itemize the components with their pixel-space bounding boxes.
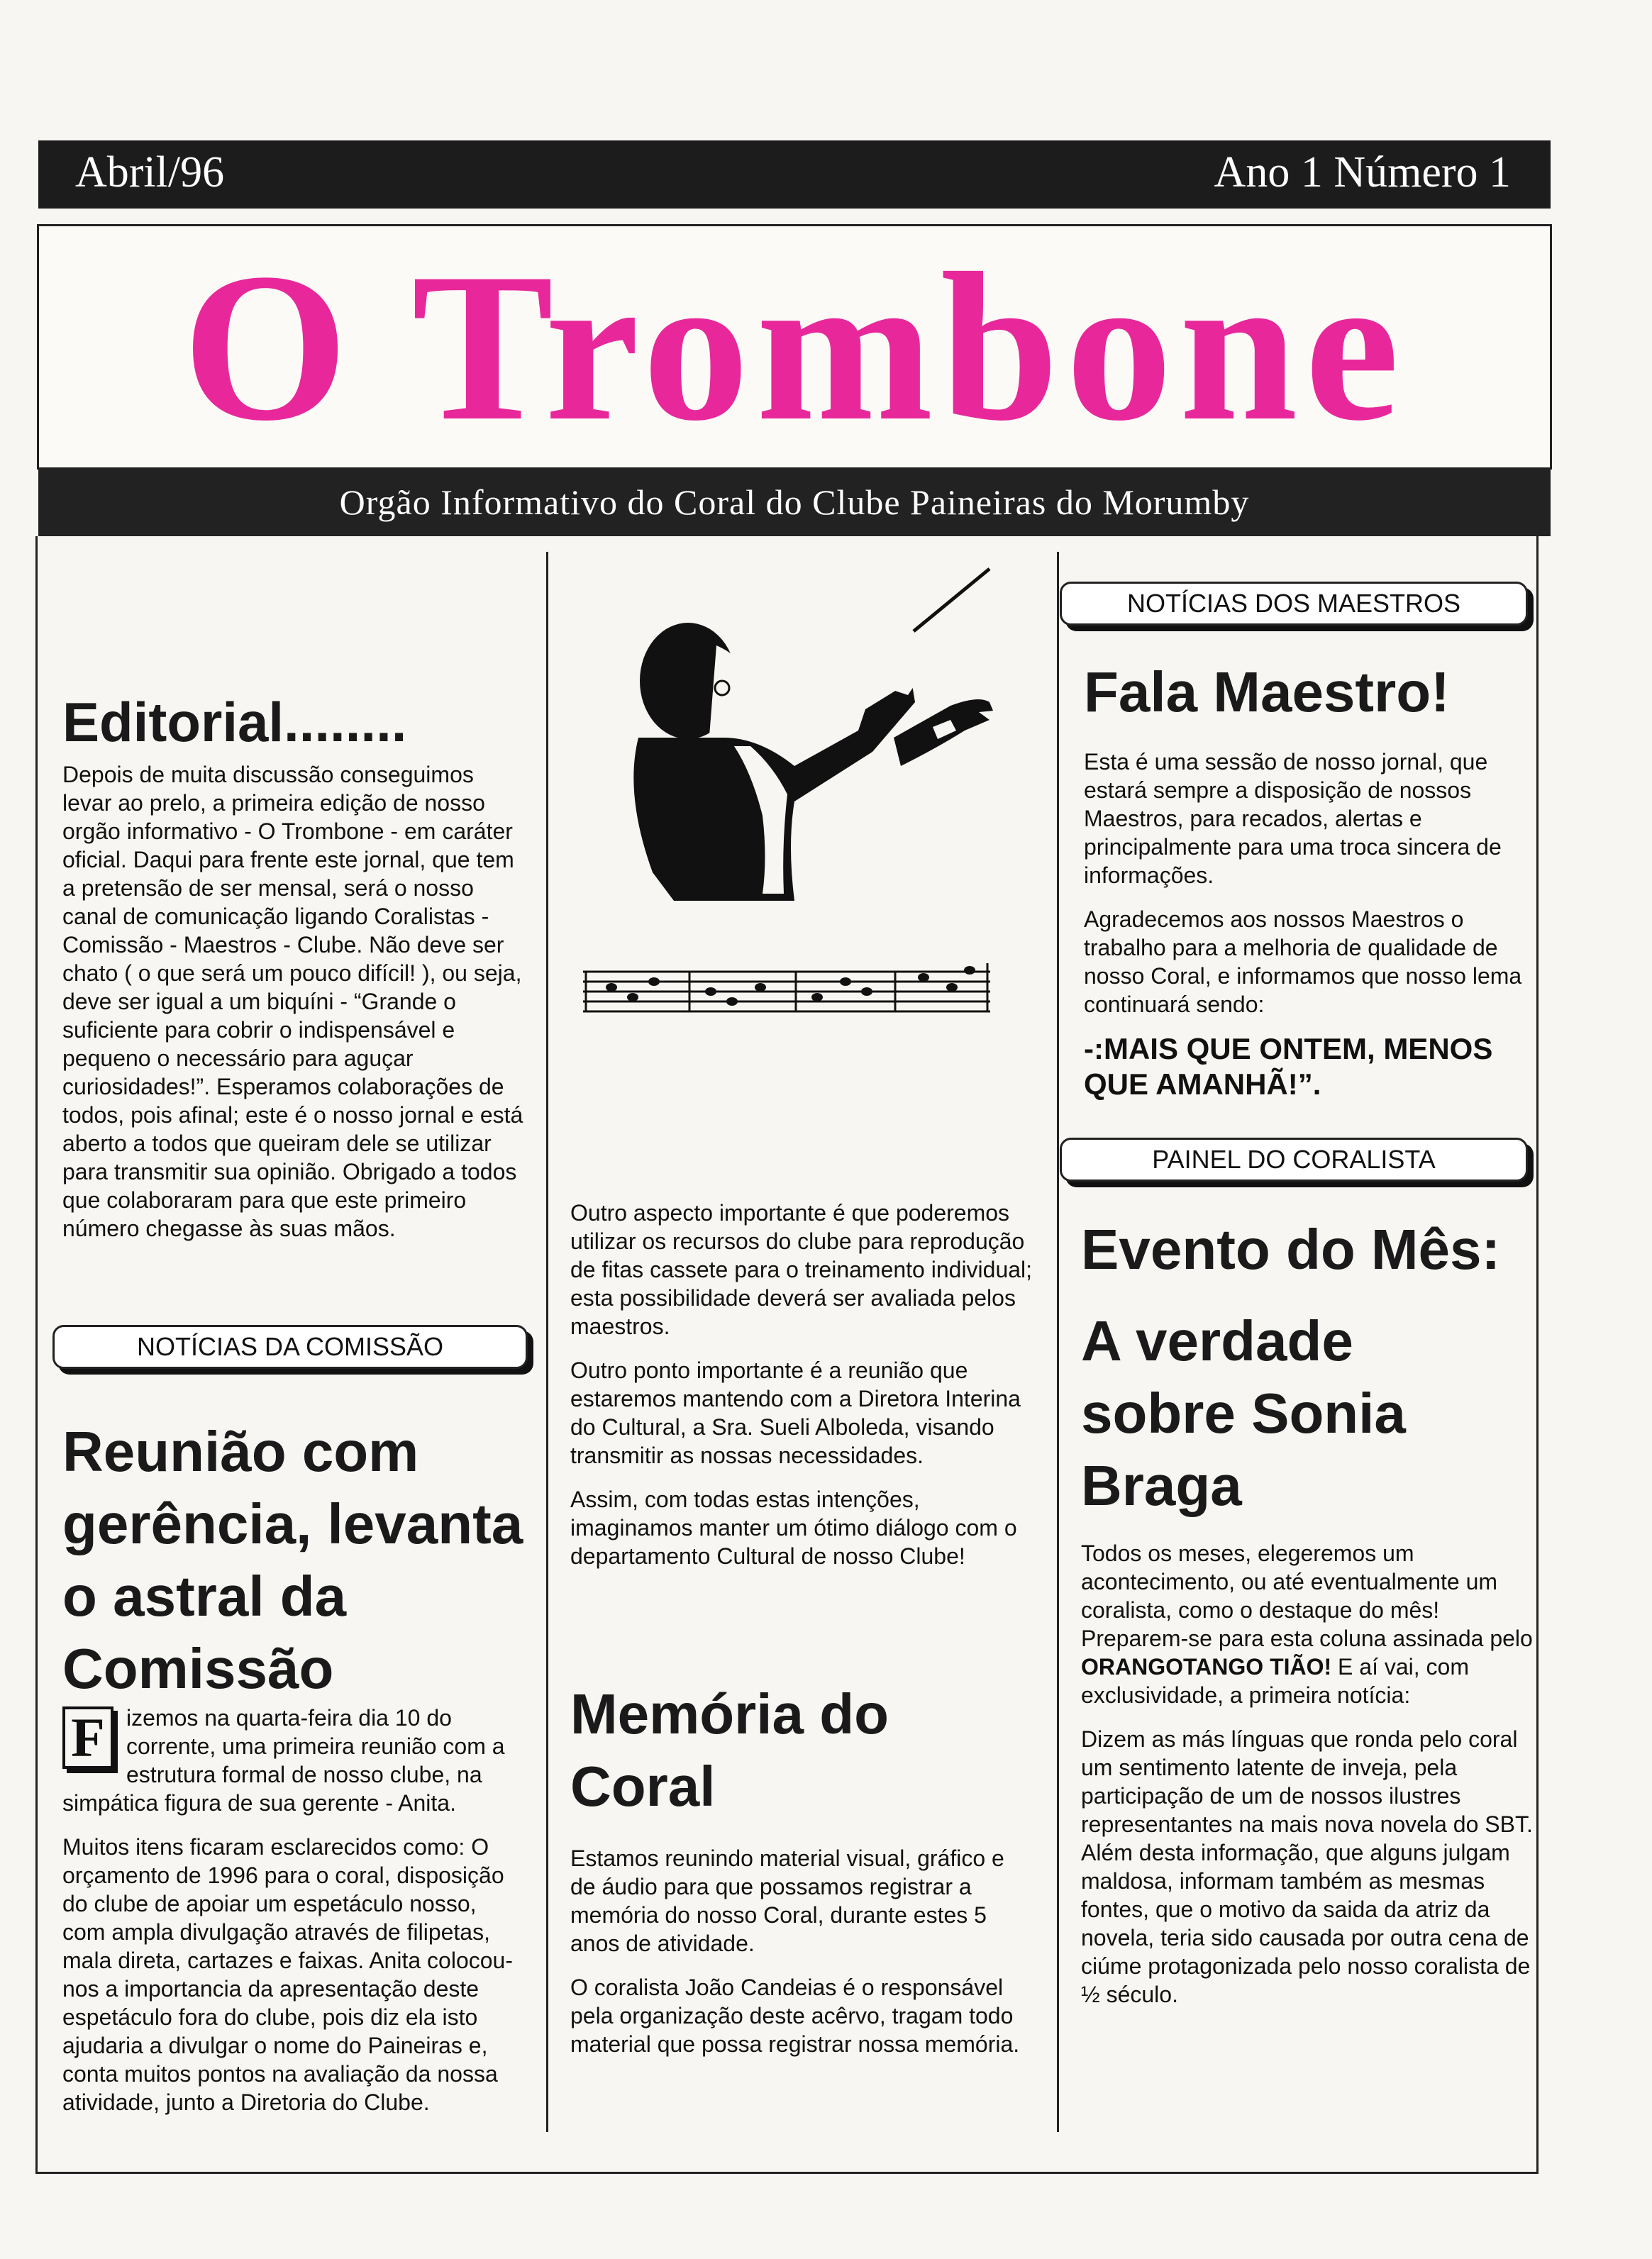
memoria-paragraph-1: Estamos reunindo material visual, gráfico e de áudio para que possamos registrar a memória do nosso Coral, durante estes 5 anos de atividade. (570, 1846, 1004, 1956)
newspaper-title: O Trombone (182, 229, 1407, 465)
coralista-paragraph-1 (1081, 1539, 1535, 1709)
coralista-text (1081, 1539, 1535, 2024)
orangotango-signature: ORANGOTANGO TIÃO! (1081, 1654, 1332, 1680)
tag-noticias-comissao: NOTÍCIAS DA COMISSÃO (52, 1325, 528, 1369)
comissao-text (62, 1704, 516, 2132)
page-border-bottom (35, 2172, 1539, 2174)
sonia-braga-heading: A verdade sobre Sonia Braga (1081, 1309, 1406, 1517)
subtitle-bar: Orgão Informativo do Coral do Clube Paineiras do Morumby (38, 468, 1551, 536)
conductor-illustration (582, 560, 1007, 915)
memoria-paragraph-2: O coralista João Candeias é o responsável pela organização deste acêrvo, tragam todo material que possa registrar nossa memória. (570, 1975, 1020, 2057)
page-border-left (35, 536, 38, 2173)
column-divider-left (546, 552, 548, 2132)
music-staff-illustration (583, 956, 990, 1027)
editorial-heading: Editorial........ (62, 691, 407, 753)
page-border-right (1536, 536, 1539, 2173)
maestros-heading: Fala Maestro! (1084, 660, 1450, 723)
maestros-text (1084, 748, 1531, 1118)
baton-icon (914, 569, 989, 631)
memoria-text (570, 1844, 1024, 2074)
comissao-p1-text: izemos na quarta-feira dia 10 do corrente, uma primeira reunião com a estrutura formal de nosso clube, na simpática figura de sua gerente - Anita. (62, 1705, 505, 1816)
middle-paragraph-2: Outro ponto importante é a reunião que estaremos mantendo com a Diretora Interina do Cultural, a Sra. Sueli Alboleda, visando transmitir as nossas necessidades. (570, 1358, 1021, 1468)
memoria-heading: Memória do Coral (570, 1682, 889, 1818)
evento-heading: Evento do Mês: (1081, 1218, 1501, 1281)
tag-noticias-maestros: NOTÍCIAS DOS MAESTROS (1060, 582, 1528, 626)
maestros-paragraph-1: Esta é uma sessão de nosso jornal, que estará sempre a disposição de nossos Maestros, para recados, alertas e principalmente para uma troca sincera de informações. (1084, 749, 1502, 888)
comissao-paragraph-1 (62, 1704, 516, 1817)
maestros-motto: -:MAIS QUE ONTEM, MENOS QUE AMANHÃ!”. (1084, 1032, 1493, 1101)
masthead (37, 224, 1552, 470)
middle-paragraph-1: Outro aspecto importante é que poderemos utilizar os recursos do clube para reprodução de fitas cassete para o treinamento individual; esta possibilidade deverá ser avaliada pelos maestros. (570, 1200, 1033, 1339)
comissao-heading: Reunião com gerência, levanta o astral da Comissão (62, 1420, 523, 1700)
middle-paragraph-3: Assim, com todas estas intenções, imaginamos manter um ótimo diálogo com o departamento Cultural de nosso Clube! (570, 1487, 1017, 1569)
coralista-paragraph-2: Dizem as más línguas que ronda pelo coral um sentimento latente de inveja, pela participação de um de nossos ilustres representantes na mais nova novela do SBT. Além desta informação, que alguns julgam maldosa, informam também as mesmas fontes, que o motivo da saida da atriz da novela, teria sido causada por outra cena de ciúme protagonizada pelo nosso coralista de ½ século. (1081, 1726, 1533, 2007)
coralista-p1-end: E aí vai, com exclusividade, a primeira notícia: (1081, 1654, 1469, 1708)
issue-date: Abril/96 (75, 148, 225, 196)
column-divider-right (1057, 552, 1059, 2132)
issue-number: Ano 1 Número 1 (1214, 148, 1511, 196)
top-bar (38, 140, 1551, 209)
maestros-paragraph-2: Agradecemos aos nossos Maestros o trabalho para a melhoria de qualidade de nosso Coral, e informamos que nosso lema continuará sendo: (1084, 906, 1522, 1017)
tag-painel-coralista: PAINEL DO CORALISTA (1060, 1138, 1528, 1182)
comissao-paragraph-2: Muitos itens ficaram esclarecidos como: O orçamento de 1996 para o coral, disposição do clube de apoiar um espetáculo nosso, com ampla divulgação através de filipetas, mala direta, cartazes e faixas. Anita colocou-nos a importancia da apresentação deste espetáculo fora do clube, pois diz ela isto ajudaria a divulgar o nome do Paineiras e, conta muitos pontos na avaliação da nossa atividade, junto a Diretoria do Clube. (62, 1834, 513, 2115)
middle-text (570, 1199, 1038, 1586)
drop-cap: F (62, 1706, 113, 1769)
editorial-text (62, 760, 525, 1258)
editorial-paragraph: Depois de muita discussão conseguimos levar ao prelo, a primeira edição de nosso orgão informativo - O Trombone - em caráter oficial. Daqui para frente este jornal, que tem a pretensão de ser mensal, será o nosso canal de comunicação ligando Coralistas - Comissão - Maestros - Clube. Não deve ser chato ( o que será um pouco difícil! ), ou seja, deve ser igual a um biquíni - “Grande o suficiente para cobrir o indispensável e pequeno o necessário para aguçar curiosidades!”. Esperamos colaborações de todos, pois afinal; este é o nosso jornal e está aberto a todos que queiram dele se utilizar para transmitir sua opinião. Obrigado a todos que colaboraram para que este primeiro número chegasse às suas mãos. (62, 762, 523, 1241)
coralista-p1-start: Todos os meses, elegeremos um acontecimento, ou até eventualmente um coralista, como o destaque do mês! Preparem-se para esta coluna assinada pelo (1081, 1541, 1533, 1651)
